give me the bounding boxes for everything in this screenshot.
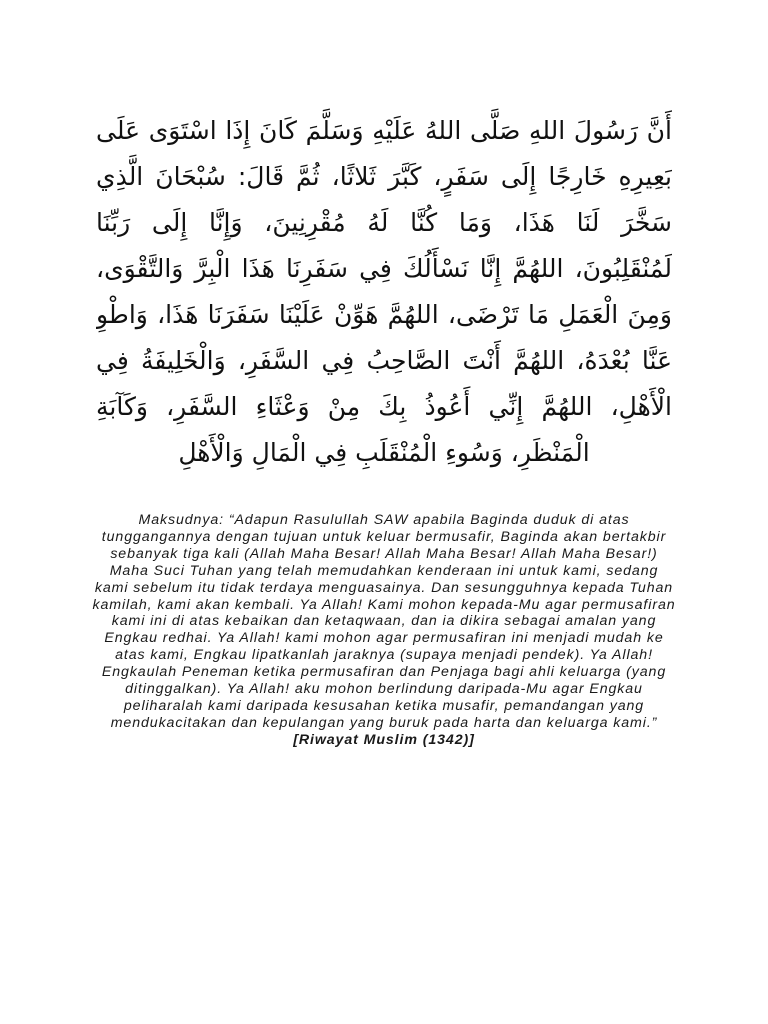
malay-translation [92,512,676,749]
arabic-line: عَنَّا بُعْدَهُ، اللهُمَّ أَنْتَ الصَّاحِبُ فِي السَّفَرِ، وَالْخَلِيفَةُ فِي [96,346,672,375]
arabic-prayer-text [96,108,672,476]
arabic-line: الْمَنْظَرِ، وَسُوءِ الْمُنْقَلَبِ فِي الْمَالِ وَالْأَهْلِ [178,438,590,467]
translation-body: Maksudnya: “Adapun Rasulullah SAW apabila Baginda duduk di atas tunggangannya dengan tujuan untuk keluar bermusafir, Baginda akan bertakbir sebanyak tiga kali (Allah Maha Besar! Allah Maha Besar! Allah Maha Besar!) Maha Suci Tuhan yang telah memudahkan kenderaan ini untuk kami, sedang kami sebelum itu tidak terdaya menguasainya. Dan sesungguhnya kepada Tuhan kamilah, kami akan kembali. Ya Allah! Kami mohon kepada-Mu agar permusafiran kami ini di atas kebaikan dan ketaqwaan, dan ia dikira sebagai amalan yang Engkau redhai. Ya Allah! kami mohon agar permusafiran ini menjadi mudah ke atas kami, Engkau lipatkanlah jaraknya (supaya menjadi pendek). Ya Allah! Engkaulah Peneman ketika permusafiran dan Penjaga bagi ahli keluarga (yang ditinggalkan). Ya Allah! aku mohon berlindung daripada-Mu agar Engkau peliharalah kami daripada kesusahan ketika musafir, pemandangan yang mendukacitakan dan kepulangan yang buruk pada harta dan keluarga kami.” [92,512,676,731]
arabic-line: الْأَهْلِ، اللهُمَّ إِنِّي أَعُوذُ بِكَ مِنْ وَعْثَاءِ السَّفَرِ، وَكَآبَةِ [96,392,672,421]
arabic-line: أَنَّ رَسُولَ اللهِ صَلَّى اللهُ عَلَيْهِ وَسَلَّمَ كَانَ إِذَا اسْتَوَى عَلَى [96,116,672,145]
arabic-line: لَمُنْقَلِبُونَ، اللهُمَّ إِنَّا نَسْأَلُكَ فِي سَفَرِنَا هَذَا الْبِرَّ وَالتَّقْوَى، [96,254,672,283]
arabic-line: بَعِيرِهِ خَارِجًا إِلَى سَفَرٍ، كَبَّرَ ثَلاثًا، ثُمَّ قَالَ: سُبْحَانَ الَّذِي [96,162,672,191]
arabic-line: سَخَّرَ لَنَا هَذَا، وَمَا كُنَّا لَهُ مُقْرِنِينَ، وَإِنَّا إِلَى رَبِّنَا [96,208,672,237]
arabic-line: وَمِنَ الْعَمَلِ مَا تَرْضَى، اللهُمَّ هَوِّنْ عَلَيْنَا سَفَرَنَا هَذَا، وَاطْوِ [96,300,672,329]
hadith-citation: [Riwayat Muslim (1342)] [293,731,475,748]
